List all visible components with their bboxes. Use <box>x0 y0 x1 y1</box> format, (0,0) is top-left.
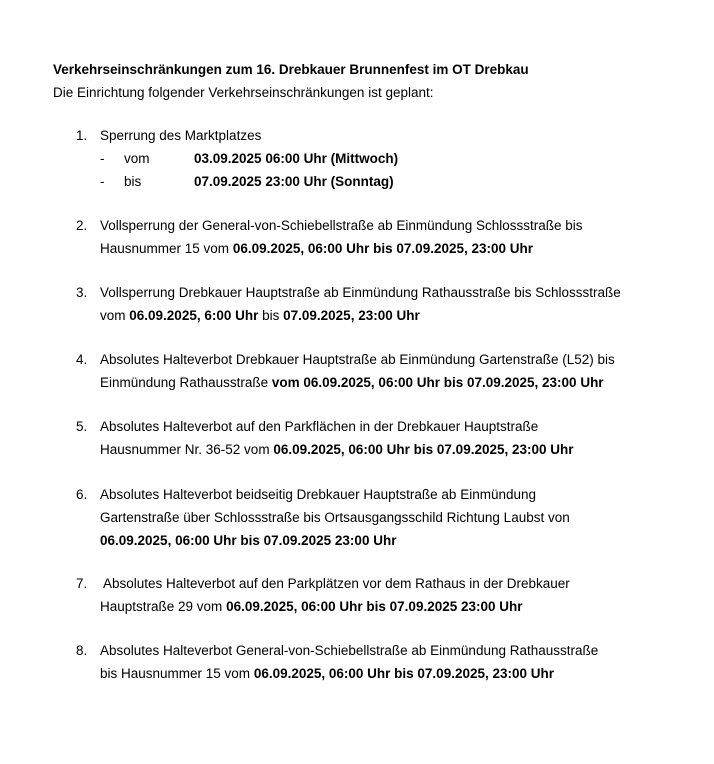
list-item-text: Einmündung Rathausstraße <box>100 375 272 390</box>
list-item-number: 5. <box>76 419 88 434</box>
date-to-label: bis <box>124 174 142 189</box>
date-to-row <box>100 170 680 193</box>
list-item-line <box>100 304 680 327</box>
date-from-row <box>100 147 680 170</box>
list-item-text: Hausnummer 15 vom <box>100 241 233 256</box>
list-item-line: Absolutes Halteverbot General-von-Schiebellstraße ab Einmündung Rathausstraße <box>100 643 599 658</box>
list-item-dates: 06.09.2025, 06:00 Uhr bis 07.09.2025, 23:00 Uhr <box>273 442 574 457</box>
list-item-line <box>100 595 680 618</box>
list-item-number: 3. <box>76 285 88 300</box>
list-item-dates: 06.09.2025, 06:00 Uhr bis 07.09.2025, 23:00 Uhr <box>253 666 555 681</box>
list-item-text: Sperrung des Marktplatzes <box>100 128 262 143</box>
list-item-line: Absolutes Halteverbot beidseitig Drebkauer Hauptstraße ab Einmündung <box>100 487 537 502</box>
date-to-value: 07.09.2025 23:00 Uhr (Sonntag) <box>194 174 394 189</box>
document <box>53 58 703 681</box>
list-item-number: 6. <box>76 487 88 502</box>
list-item-date-end: 07.09.2025, 23:00 Uhr <box>283 308 420 323</box>
list-item-line: Absolutes Halteverbot auf den Parkplätzen vor dem Rathaus in der Drebkauer <box>100 576 570 591</box>
list-item-number: 8. <box>76 643 88 658</box>
list-item-text: bis <box>258 308 284 323</box>
dash: - <box>100 174 105 189</box>
list-item-line <box>100 237 680 260</box>
list-item-number: 4. <box>76 352 88 367</box>
list-item-number: 2. <box>76 218 88 233</box>
date-from-label: vom <box>124 151 150 166</box>
list-item-line: Absolutes Halteverbot auf den Parkflächen in der Drebkauer Hauptstraße <box>100 419 539 434</box>
document-intro: Die Einrichtung folgender Verkehrseinschränkungen ist geplant: <box>53 85 434 100</box>
document-title: Verkehrseinschränkungen zum 16. Drebkauer Brunnenfest im OT Drebkau <box>53 62 529 77</box>
list-item-line: Absolutes Halteverbot Drebkauer Hauptstraße ab Einmündung Gartenstraße (L52) bis <box>100 352 615 367</box>
list-item-line <box>100 438 680 461</box>
list-item-text: Hausnummer Nr. 36-52 vom <box>100 442 274 457</box>
list-item-number: 1. <box>76 128 88 143</box>
list-item-line: Gartenstraße über Schlossstraße bis Ortsausgangsschild Richtung Laubst von <box>100 510 570 525</box>
list-item-dates: 06.09.2025, 06:00 Uhr bis 07.09.2025 23:00 Uhr <box>100 533 397 548</box>
dash: - <box>100 151 105 166</box>
list-item-dates: 06.09.2025, 06:00 Uhr bis 07.09.2025 23:00 Uhr <box>226 599 523 614</box>
list-item-number: 7. <box>76 576 88 591</box>
list-item-line: Vollsperrung der General-von-Schiebellstraße ab Einmündung Schlossstraße bis <box>100 218 583 233</box>
list-item-line <box>100 529 680 552</box>
list-item-date-start: 06.09.2025, 6:00 Uhr <box>129 308 259 323</box>
list-item-line <box>100 662 680 685</box>
list-item-dates: vom 06.09.2025, 06:00 Uhr bis 07.09.2025, 23:00 Uhr <box>271 375 604 390</box>
list-item-text: Hauptstraße 29 vom <box>100 599 227 614</box>
list-item-text: vom <box>100 308 130 323</box>
date-from-value: 03.09.2025 06:00 Uhr (Mittwoch) <box>194 151 399 166</box>
list-item-line: Vollsperrung Drebkauer Hauptstraße ab Einmündung Rathausstraße bis Schlossstraße <box>100 285 621 300</box>
list-item-text: bis Hausnummer 15 vom <box>100 666 254 681</box>
list-item-dates: 06.09.2025, 06:00 Uhr bis 07.09.2025, 23:00 Uhr <box>232 241 534 256</box>
list-item-line <box>100 371 680 394</box>
